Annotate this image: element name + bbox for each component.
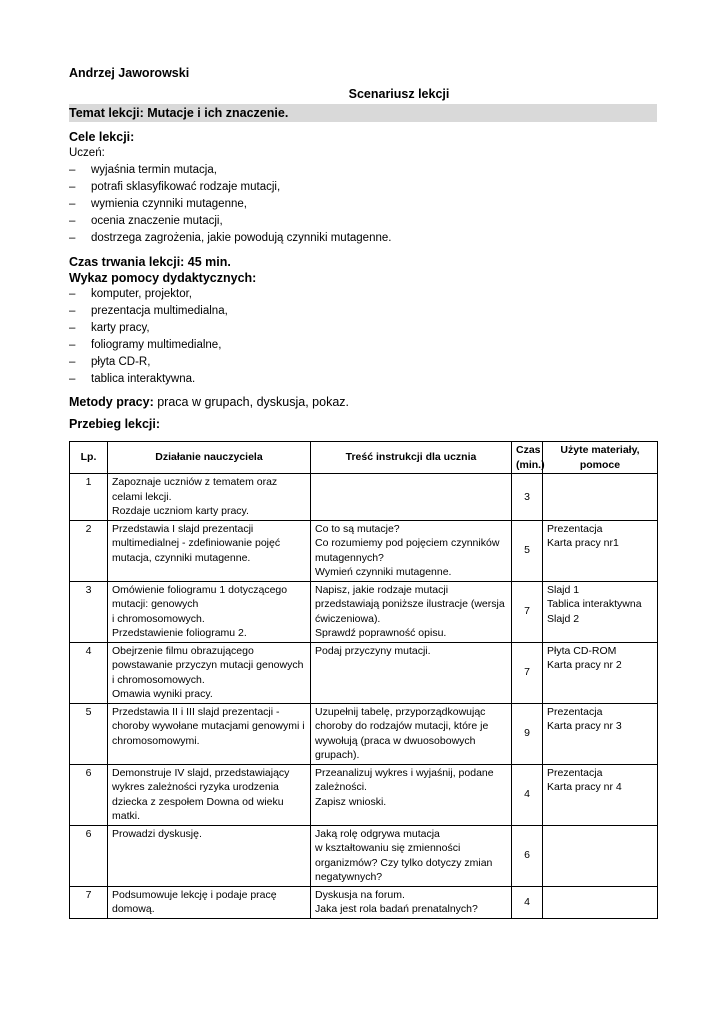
- table-row: [70, 581, 658, 642]
- cell-student: Jaką rolę odgrywa mutacja w kształtowaniu się zmienności organizmów? Czy tylko dotyczy zmian negatywnych?: [311, 825, 512, 886]
- cell-teacher: Obejrzenie filmu obrazującego powstawanie przyczyn mutacji genowych i chromosomowych. Omawia wyniki pracy.: [108, 642, 311, 703]
- cell-materials: Prezentacja Karta pracy nr 4: [543, 764, 658, 825]
- table-row: [70, 642, 658, 703]
- cell-student: Uzupełnij tabelę, przyporządkowując choroby do rodzajów mutacji, które je wywołują (praca w dwuosobowych grupach).: [311, 703, 512, 764]
- methods-line: [69, 395, 657, 409]
- cell-materials: Prezentacja Karta pracy nr1: [543, 520, 658, 581]
- cell-time: 5: [512, 520, 543, 581]
- cell-lp: 7: [70, 886, 108, 918]
- cell-time: 4: [512, 886, 543, 918]
- cell-materials: Prezentacja Karta pracy nr 3: [543, 703, 658, 764]
- cell-student: [311, 474, 512, 521]
- list-item: – prezentacja multimedialna,: [69, 303, 657, 320]
- cell-student: Dyskusja na forum. Jaka jest rola badań prenatalnych?: [311, 886, 512, 918]
- aids-heading: Wykaz pomocy dydaktycznych:: [69, 271, 257, 285]
- list-item: – foliogramy multimedialne,: [69, 337, 657, 354]
- cell-student: Napisz, jakie rodzaje mutacji przedstawiają poniższe ilustracje (wersja ćwiczeniowa). Sprawdź poprawność opisu.: [311, 581, 512, 642]
- column-header-teacher: Działanie nauczyciela: [108, 442, 311, 474]
- cell-materials: [543, 825, 658, 886]
- list-item: – ocenia znaczenie mutacji,: [69, 213, 657, 230]
- goals-heading: Cele lekcji:: [69, 130, 135, 144]
- list-item: – potrafi sklasyfikować rodzaje mutacji,: [69, 179, 657, 196]
- cell-student: Podaj przyczyny mutacji.: [311, 642, 512, 703]
- document-title: Scenariusz lekcji: [348, 87, 450, 101]
- table-row: [70, 764, 658, 825]
- document-page: [69, 66, 657, 919]
- cell-materials: [543, 474, 658, 521]
- cell-lp: 1: [70, 474, 108, 521]
- cell-time: 4: [512, 764, 543, 825]
- cell-teacher: Przedstawia II i III slajd prezentacji - choroby wywołane mutacjami genowymi i chromosomowymi.: [108, 703, 311, 764]
- cell-lp: 6: [70, 764, 108, 825]
- lesson-table: [69, 441, 658, 919]
- cell-teacher: Omówienie foliogramu 1 dotyczącego mutacji: genowych i chromosomowych. Przedstawienie foliogramu 2.: [108, 581, 311, 642]
- goals-list: [69, 162, 657, 247]
- lesson-topic: Temat lekcji: Mutacje i ich znaczenie.: [69, 104, 657, 122]
- table-header-row: [70, 442, 658, 474]
- cell-lp: 3: [70, 581, 108, 642]
- cell-teacher: Prowadzi dyskusję.: [108, 825, 311, 886]
- column-header-lp: Lp.: [70, 442, 108, 474]
- list-item: – wyjaśnia termin mutacja,: [69, 162, 657, 179]
- table-row: [70, 474, 658, 521]
- cell-materials: Płyta CD-ROM Karta pracy nr 2: [543, 642, 658, 703]
- cell-student: Co to są mutacje? Co rozumiemy pod pojęciem czynników mutagennych? Wymień czynniki mutagenne.: [311, 520, 512, 581]
- list-item: – płyta CD-R,: [69, 354, 657, 371]
- cell-time: 9: [512, 703, 543, 764]
- cell-teacher: Demonstruje IV slajd, przedstawiający wykres zależności ryzyka urodzenia dziecka z zespołem Downa od wieku matki.: [108, 764, 311, 825]
- author-name: Andrzej Jaworowski: [69, 66, 190, 80]
- cell-time: 3: [512, 474, 543, 521]
- cell-time: 7: [512, 642, 543, 703]
- cell-materials: [543, 886, 658, 918]
- cell-lp: 4: [70, 642, 108, 703]
- column-header-materials: Użyte materiały, pomoce: [543, 442, 658, 474]
- table-row: [70, 886, 658, 918]
- cell-teacher: Podsumowuje lekcję i podaje pracę domową.: [108, 886, 311, 918]
- cell-materials: Slajd 1 Tablica interaktywna Slajd 2: [543, 581, 658, 642]
- cell-teacher: Zapoznaje uczniów z tematem oraz celami lekcji. Rozdaje uczniom karty pracy.: [108, 474, 311, 521]
- cell-lp: 2: [70, 520, 108, 581]
- cell-lp: 5: [70, 703, 108, 764]
- goals-intro: Uczeń:: [69, 147, 105, 159]
- cell-lp: 6: [70, 825, 108, 886]
- table-row: [70, 520, 658, 581]
- table-row: [70, 703, 658, 764]
- table-body: [70, 474, 658, 919]
- table-row: [70, 825, 658, 886]
- duration-heading: Czas trwania lekcji: 45 min.: [69, 255, 231, 269]
- aids-list: [69, 286, 657, 388]
- course-heading: Przebieg lekcji:: [69, 417, 161, 431]
- list-item: – tablica interaktywna.: [69, 371, 657, 388]
- methods-text: praca w grupach, dyskusja, pokaz.: [153, 395, 349, 409]
- column-header-time: Czas (min.): [512, 442, 543, 474]
- list-item: – karty pracy,: [69, 320, 657, 337]
- list-item: – komputer, projektor,: [69, 286, 657, 303]
- methods-label: Metody pracy:: [69, 395, 154, 409]
- cell-time: 7: [512, 581, 543, 642]
- column-header-student: Treść instrukcji dla ucznia: [311, 442, 512, 474]
- list-item: – dostrzega zagrożenia, jakie powodują czynniki mutagenne.: [69, 230, 657, 247]
- list-item: – wymienia czynniki mutagenne,: [69, 196, 657, 213]
- cell-student: Przeanalizuj wykres i wyjaśnij, podane zależności. Zapisz wnioski.: [311, 764, 512, 825]
- cell-teacher: Przedstawia I slajd prezentacji multimedialnej - zdefiniowanie pojęć mutacja, czynniki mutagenne.: [108, 520, 311, 581]
- cell-time: 6: [512, 825, 543, 886]
